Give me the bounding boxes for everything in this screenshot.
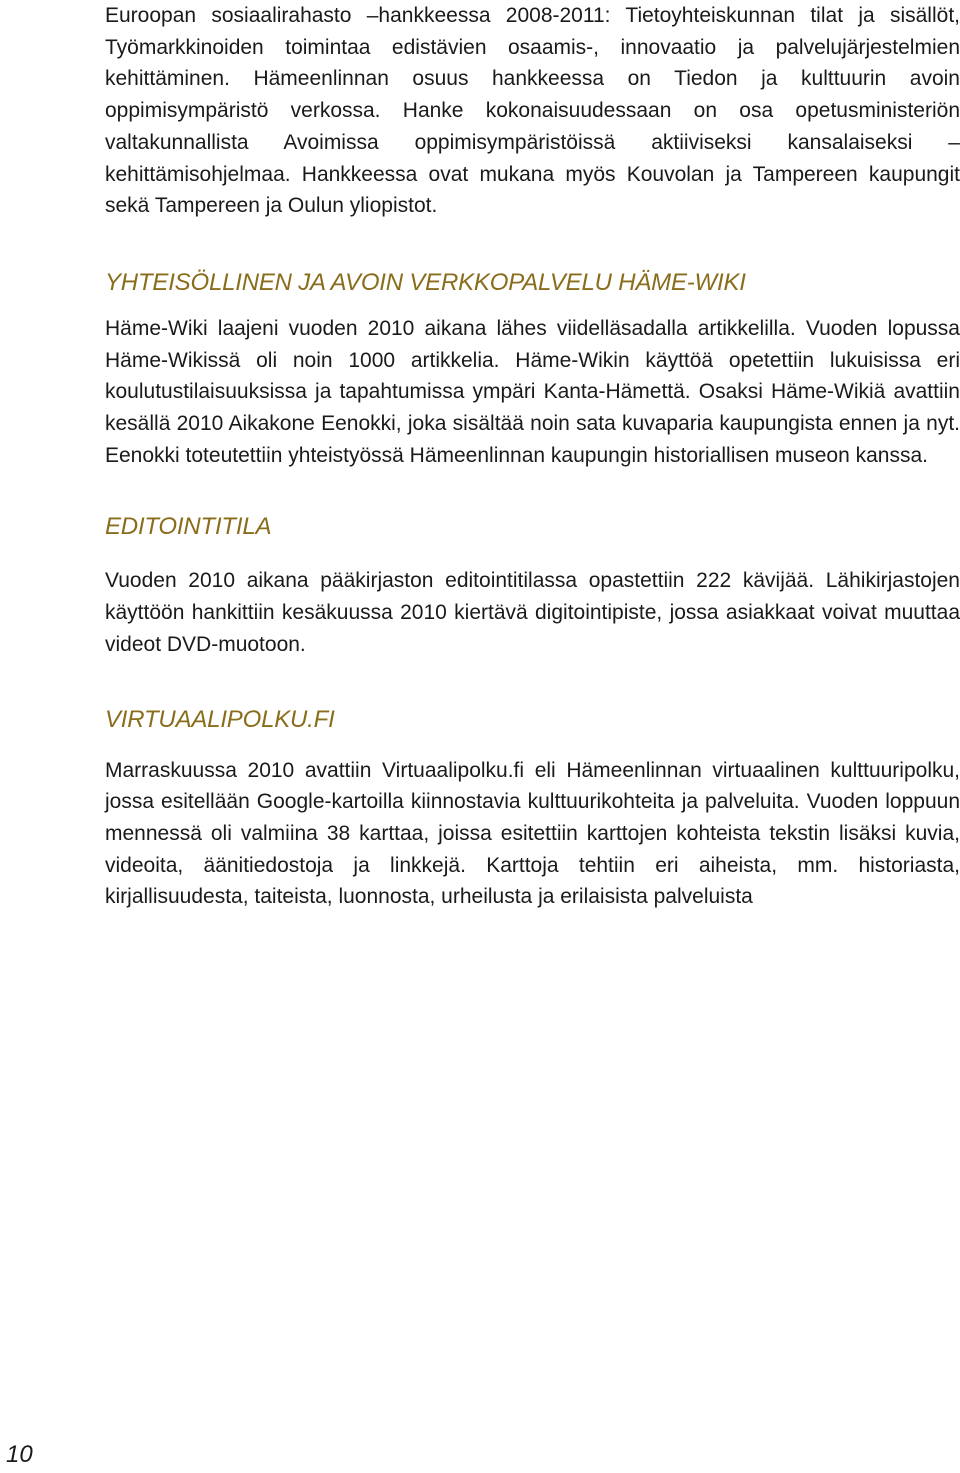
- section-heading-editointitila: EDITOINTITILA: [105, 513, 272, 541]
- page-content: [105, 0, 960, 913]
- section-heading-hame-wiki: YHTEISÖLLINEN JA AVOIN VERKKOPALVELU HÄME-WIKI: [105, 268, 746, 296]
- intro-paragraph: Euroopan sosiaalirahasto –hankkeessa 2008-2011: Tietoyhteiskunnan tilat ja sisällöt, Työmarkkinoiden toimintaa edistävien osaamis-, innovaatio ja palvelujärjestelmien kehittäminen. Hämeenlinnan osuus hankkeessa on Tiedon ja kulttuurin avoin oppimisympäristö verkossa. Hanke kokonaisuudessaan on osa opetusministeriön valtakunnallista Avoimissa oppimisympäristöissä aktiiviseksi kansalaiseksi –kehittämisohjelmaa. Hankkeessa ovat mukana myös Kouvolan ja Tampereen kaupungit sekä Tampereen ja Oulun yliopistot.: [105, 4, 960, 218]
- page-number: 10: [6, 1441, 33, 1468]
- section-body-virtuaalipolku: Marraskuussa 2010 avattiin Virtuaalipolku.fi eli Hämeenlinnan virtuaalinen kulttuuripolku, jossa esitellään Google-kartoilla kiinnostavia kulttuurikohteita ja palveluita. Vuoden loppuun mennessä oli valmiina 38 karttaa, joissa esitettiin karttojen kohteista tekstin lisäksi kuvia, videoita, äänitiedostoja ja linkkejä. Karttoja tehtiin eri aiheista, mm. historiasta, kirjallisuudesta, taiteista, luonnosta, urheilusta ja erilaisista palveluista: [105, 758, 960, 909]
- section-body-editointitila: Vuoden 2010 aikana pääkirjaston editointitilassa opastettiin 222 kävijää. Lähikirjastojen käyttöön hankittiin kesäkuussa 2010 kiertävä digitointipiste, jossa asiakkaat voivat muuttaa videot DVD-muotoon.: [105, 569, 960, 656]
- section-body-hame-wiki: Häme-Wiki laajeni vuoden 2010 aikana lähes viidelläsadalla artikkelilla. Vuoden lopussa Häme-Wikissä oli noin 1000 artikkelia. Häme-Wikin käyttöä opetettiin lukuisissa eri koulutustilaisuuksissa ja tapahtumissa ympäri Kanta-Hämettä. Osaksi Häme-Wikiä avattiin kesällä 2010 Aikakone Eenokki, joka sisältää noin sata kuvaparia kaupungista ennen ja nyt. Eenokki toteutettiin yhteistyössä Hämeenlinnan kaupungin historiallisen museon kanssa.: [105, 316, 960, 467]
- section-heading-virtuaalipolku: VIRTUAALIPOLKU.FI: [105, 705, 335, 733]
